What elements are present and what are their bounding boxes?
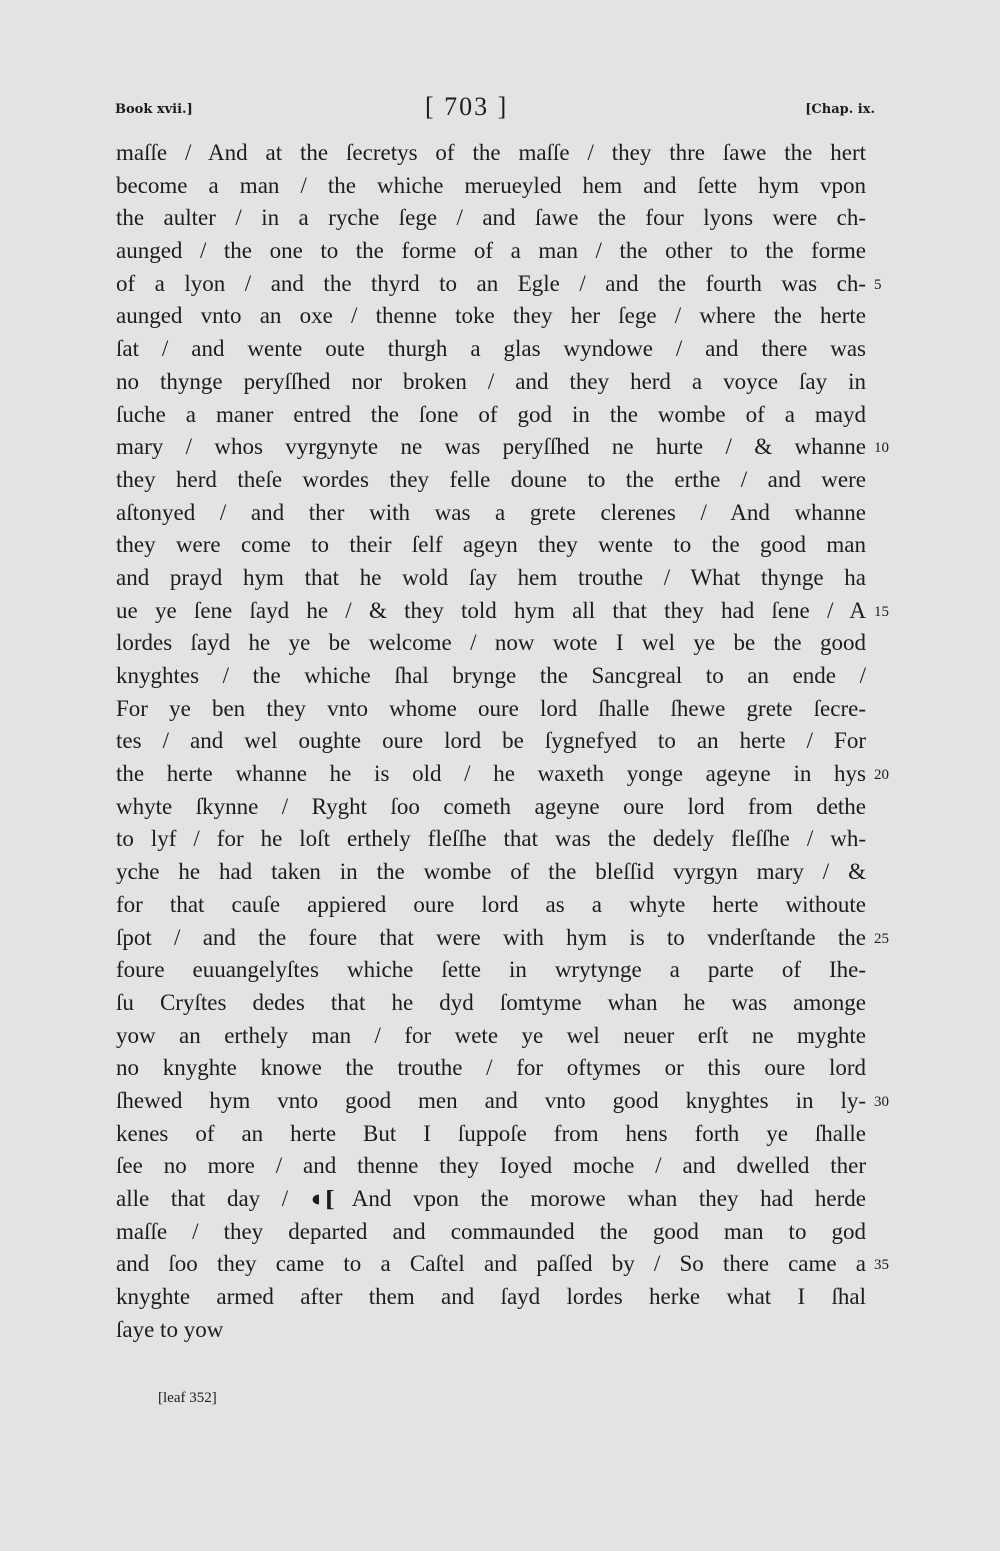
text-line bbox=[116, 791, 866, 824]
text-line bbox=[116, 529, 866, 562]
line-text: ſu Cryſtes dedes that he dyd ſomtyme whan he was amonge bbox=[116, 989, 866, 1015]
text-line bbox=[116, 1314, 866, 1347]
running-head bbox=[115, 92, 875, 126]
line-text: aunged vnto an oxe / thenne toke they her ſege / where the herte bbox=[116, 303, 866, 329]
line-text-after: And vpon the morowe whan they had herde bbox=[351, 1186, 867, 1211]
line-text: maſſe / they departed and commaunded the good man to god bbox=[116, 1218, 866, 1244]
text-line bbox=[116, 300, 866, 333]
text-line bbox=[116, 137, 866, 170]
text-line bbox=[116, 399, 866, 432]
line-text: ſpot / and the foure that were with hym is to vnderſtande the bbox=[116, 924, 866, 950]
text-line bbox=[116, 889, 866, 922]
text-line bbox=[116, 987, 866, 1020]
text-line bbox=[116, 758, 889, 791]
text-line bbox=[116, 497, 866, 530]
line-text bbox=[116, 1183, 866, 1216]
line-number: 5 bbox=[874, 276, 882, 293]
line-text: become a man / the whiche merueyled hem and ſette hym vpon bbox=[116, 172, 866, 198]
text-line bbox=[116, 1150, 866, 1183]
text-line bbox=[116, 856, 866, 889]
text-line bbox=[116, 1118, 866, 1151]
line-text: ſuche a maner entred the ſone of god in the wombe of a mayd bbox=[116, 401, 866, 427]
text-line bbox=[116, 268, 882, 301]
line-text: mary / whos vyrgynyte ne was peryſſhed ne hurte / & whanne bbox=[116, 434, 866, 460]
text-line bbox=[116, 627, 866, 660]
line-text: For ye ben they vnto whome oure lord ſhalle ſhewe grete ſecre- bbox=[116, 695, 866, 721]
line-text: knyghte armed after them and ſayd lordes herke what I ſhal bbox=[116, 1284, 866, 1310]
text-line bbox=[116, 562, 866, 595]
line-number: 35 bbox=[874, 1257, 889, 1274]
book-label: Book xvii.] bbox=[115, 102, 193, 117]
line-text: aſtonyed / and ther with was a grete clerenes / And whanne bbox=[116, 499, 866, 525]
text-line bbox=[116, 660, 866, 693]
body-text bbox=[116, 137, 889, 1346]
line-text: to lyf / for he loſt erthely fleſſhe that was the dedely fleſſhe / wh- bbox=[116, 826, 866, 852]
line-text: the herte whanne he is old / he waxeth yonge ageyne in hys bbox=[116, 761, 866, 787]
text-line bbox=[116, 431, 889, 464]
line-text: no knyghte knowe the trouthe / for oftymes or this oure lord bbox=[116, 1055, 866, 1081]
text-line bbox=[116, 170, 866, 203]
line-text: yche he had taken in the wombe of the bleſſid vyrgyn mary / & bbox=[116, 859, 866, 885]
text-line bbox=[116, 464, 866, 497]
line-text: aunged / the one to the forme of a man / the other to the forme bbox=[116, 238, 866, 264]
line-text: ſaye to yow bbox=[116, 1316, 224, 1342]
text-line bbox=[116, 954, 866, 987]
line-text: maſſe / And at the ſecretys of the maſſe / they thre ſawe the hert bbox=[116, 140, 866, 165]
line-text: ſhewed hym vnto good men and vnto good knyghtes in ly- bbox=[116, 1087, 866, 1113]
line-number: 30 bbox=[874, 1093, 889, 1110]
text-line bbox=[116, 922, 889, 955]
text-line bbox=[116, 235, 866, 268]
text-line bbox=[116, 823, 866, 856]
leaf-note: [leaf 352] bbox=[158, 1390, 217, 1406]
text-line bbox=[116, 1216, 866, 1249]
paragraph-mark-icon: ◖[ bbox=[306, 1186, 335, 1211]
line-number: 10 bbox=[874, 440, 889, 457]
line-text: no thynge peryſſhed nor broken / and they herd a voyce ſay in bbox=[116, 368, 866, 394]
line-text: yow an erthely man / for wete ye wel neuer erſt ne myghte bbox=[116, 1022, 866, 1048]
line-number: 15 bbox=[874, 603, 889, 620]
text-line bbox=[116, 1085, 889, 1118]
line-text: kenes of an herte But I ſuppoſe from hens forth ye ſhalle bbox=[116, 1120, 866, 1146]
text-line bbox=[116, 595, 889, 628]
chapter-label: [Chap. ix. bbox=[805, 102, 875, 117]
text-line bbox=[116, 1052, 866, 1085]
line-text: and prayd hym that he wold ſay hem trouthe / What thynge ha bbox=[116, 564, 866, 590]
text-line bbox=[116, 725, 866, 758]
line-text: they were come to their ſelf ageyn they wente to the good man bbox=[116, 532, 866, 558]
text-line bbox=[116, 693, 866, 726]
line-text: lordes ſayd he ye be welcome / now wote I wel ye be the good bbox=[116, 630, 866, 656]
text-line bbox=[116, 1020, 866, 1053]
line-text: knyghtes / the whiche ſhal brynge the Sancgreal to an ende / bbox=[116, 663, 866, 688]
line-number: 25 bbox=[874, 930, 889, 947]
line-text: they herd theſe wordes they felle doune to the erthe / and were bbox=[116, 466, 866, 492]
text-line bbox=[116, 366, 866, 399]
text-line bbox=[116, 202, 866, 235]
line-number: 20 bbox=[874, 767, 889, 784]
line-text: ſee no more / and thenne they Ioyed moche / and dwelled ther bbox=[116, 1153, 866, 1179]
text-line bbox=[116, 1281, 866, 1314]
line-text: for that cauſe appiered oure lord as a whyte herte withoute bbox=[116, 891, 866, 917]
page-number: [ 703 ] bbox=[425, 92, 509, 121]
line-text: foure euuangelyſtes whiche ſette in wrytynge a parte of Ihe- bbox=[116, 957, 866, 983]
line-text: ſat / and wente oute thurgh a glas wyndowe / and there was bbox=[116, 336, 866, 362]
line-text: of a lyon / and the thyrd to an Egle / and the fourth was ch- bbox=[116, 270, 866, 296]
line-text: and ſoo they came to a Caſtel and paſſed by / So there came a bbox=[116, 1251, 866, 1277]
line-text: ue ye ſene ſayd he / & they told hym all that they had ſene / A bbox=[116, 597, 866, 623]
line-text: tes / and wel oughte oure lord be ſygnefyed to an herte / For bbox=[116, 728, 866, 754]
text-line bbox=[116, 333, 866, 366]
line-text-before: alle that day / bbox=[116, 1186, 289, 1211]
line-text: the aulter / in a ryche ſege / and ſawe the four lyons were ch- bbox=[116, 205, 866, 231]
line-text: whyte ſkynne / Ryght ſoo cometh ageyne oure lord from dethe bbox=[116, 793, 866, 819]
text-line bbox=[116, 1248, 889, 1281]
text-line bbox=[116, 1183, 866, 1216]
